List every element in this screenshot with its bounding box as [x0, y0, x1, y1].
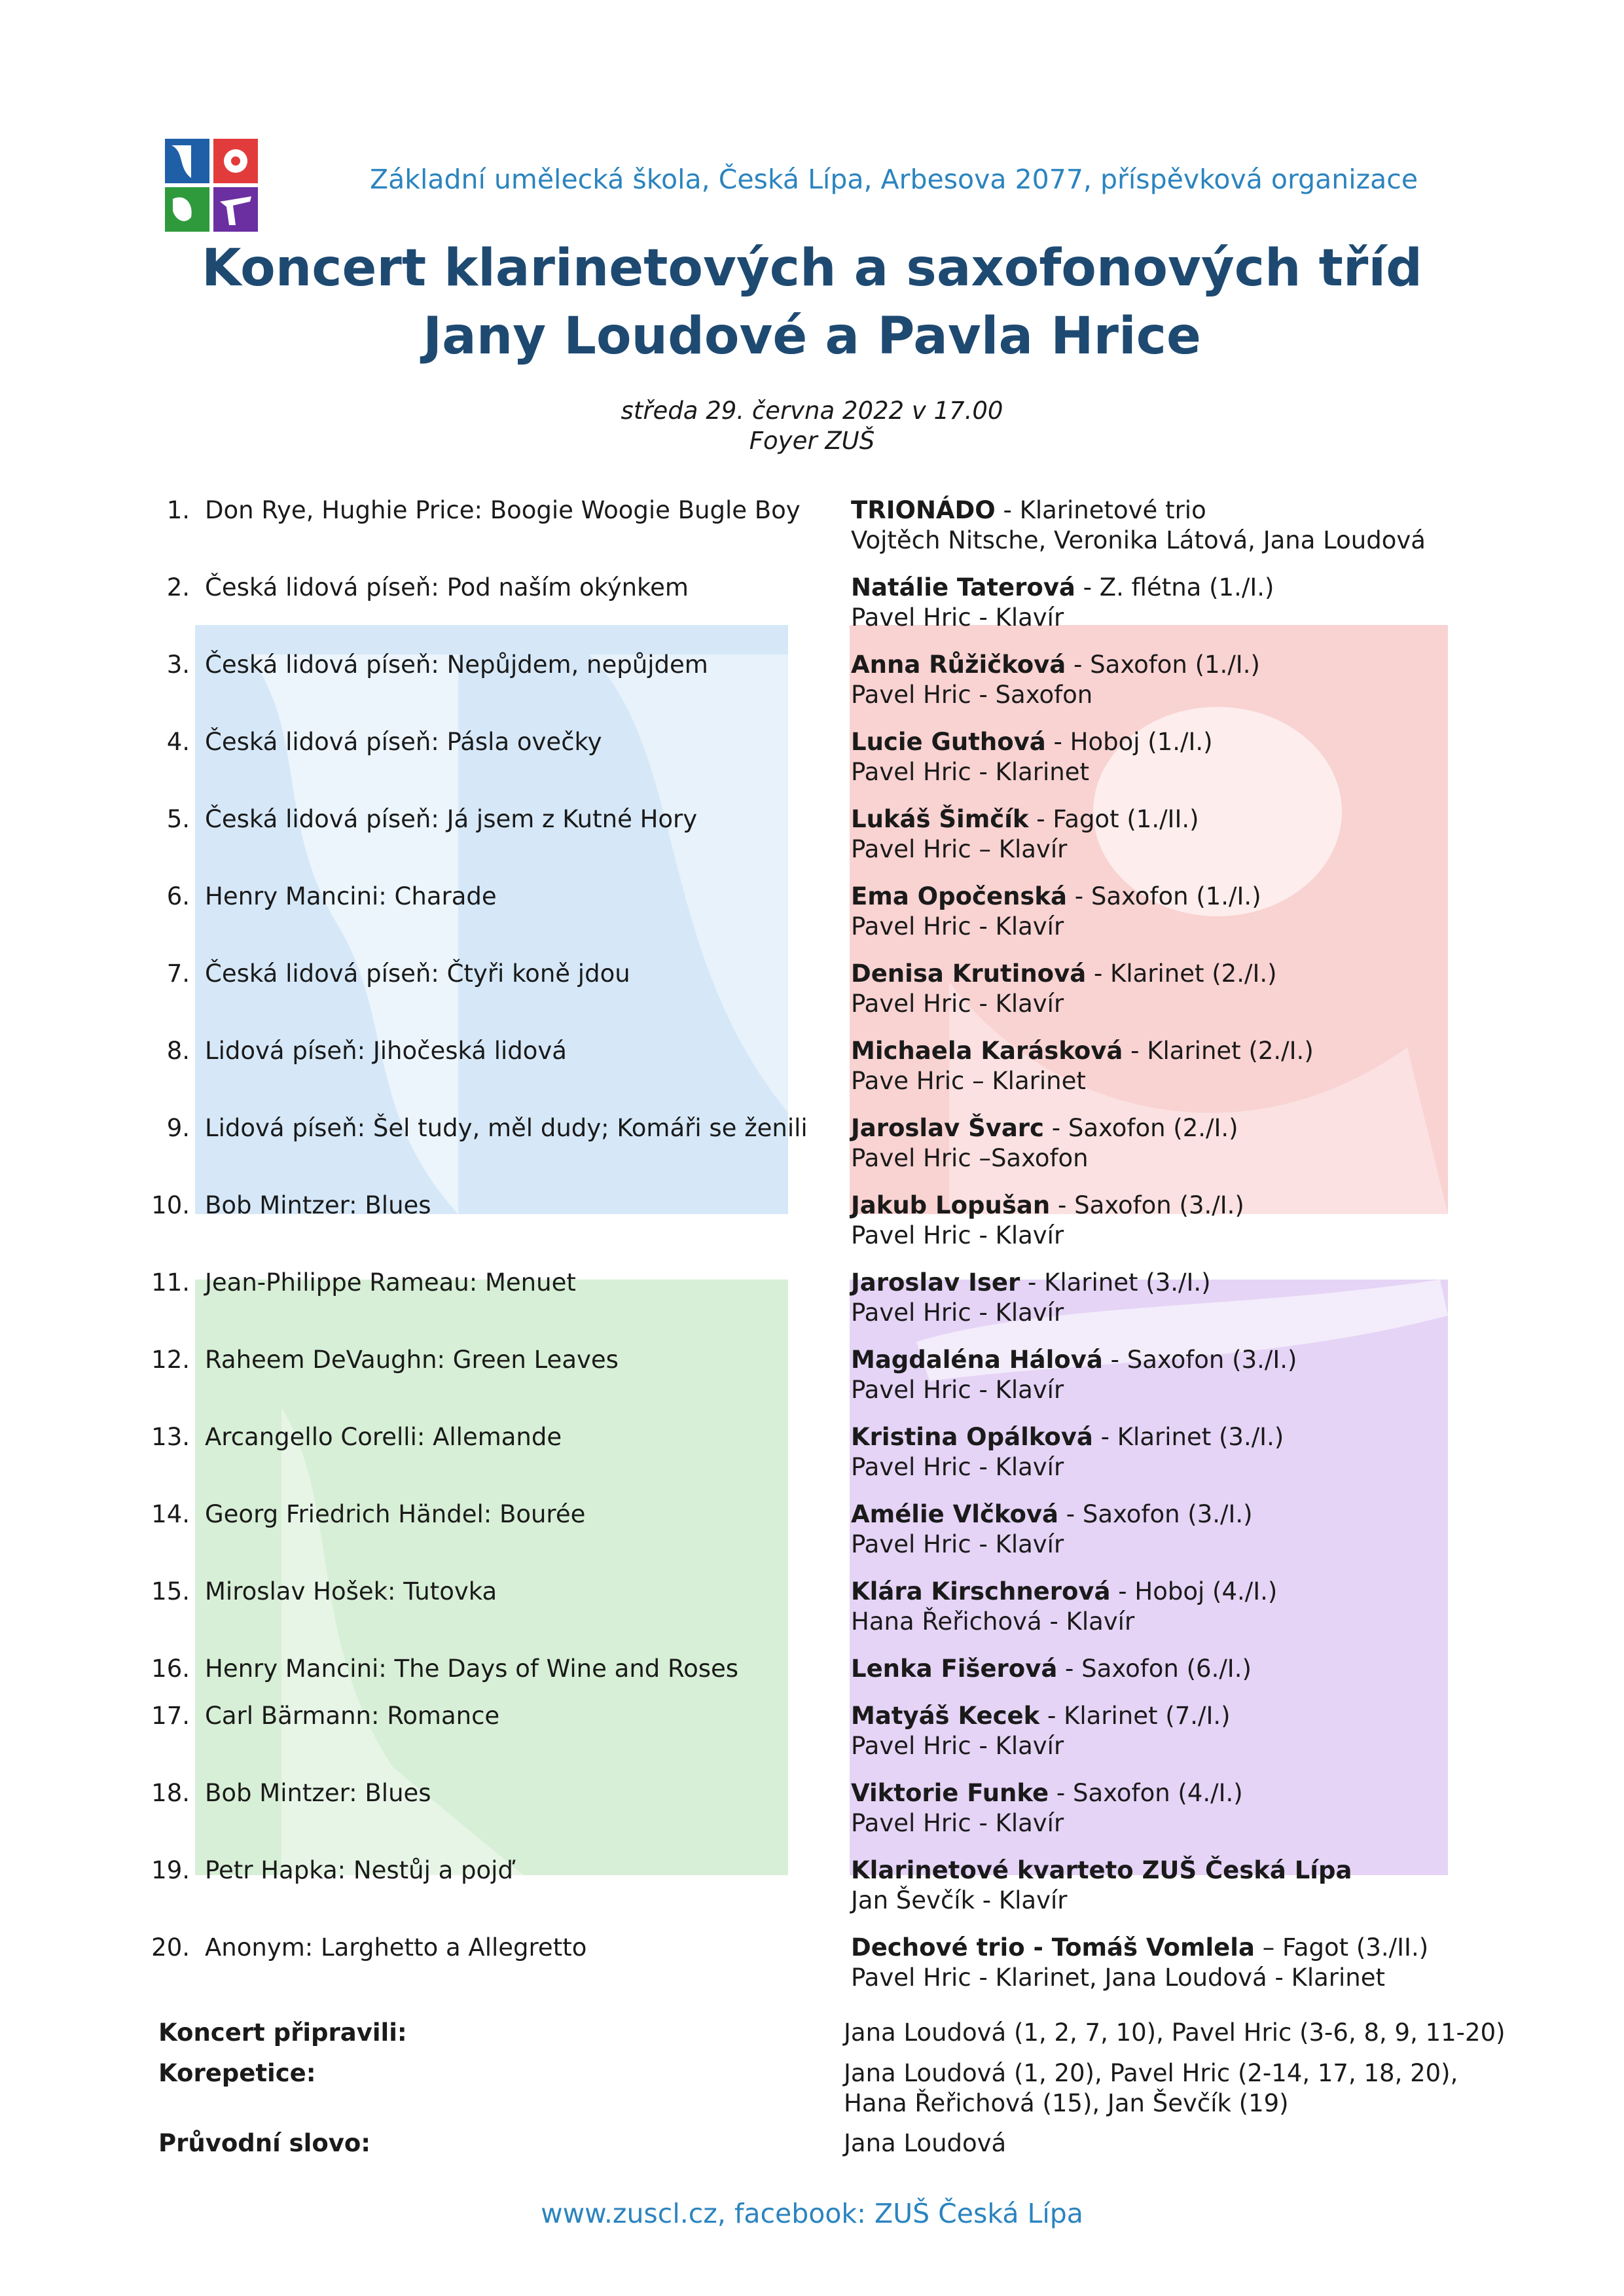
program-piece: Jean-Philippe Rameau: Menuet [205, 1268, 576, 1297]
accompanist-line: Pavel Hric - Klavír [851, 1453, 1064, 1481]
performer-name: Matyáš Kecek [851, 1702, 1040, 1730]
performer-name: Viktorie Funke [851, 1779, 1049, 1807]
performer-name: Lenka Fišerová [851, 1655, 1058, 1683]
performer-line [851, 804, 1199, 834]
program-number: 12. [151, 1346, 190, 1374]
performer-line [851, 727, 1213, 757]
program-number: 20. [151, 1933, 190, 1962]
performer-name: Klarinetové kvarteto ZUŠ Česká Lípa [851, 1856, 1352, 1884]
performer-instrument: - Saxofon (3./I.) [1058, 1500, 1253, 1528]
performer-line [851, 495, 1426, 526]
program-number: 14. [151, 1500, 190, 1528]
accompanist-line: Pavel Hric - Klavír [851, 1530, 1064, 1558]
performer-line [851, 1113, 1238, 1143]
program-performers [851, 804, 1199, 865]
performer-instrument: - Hoboj (4./I.) [1110, 1577, 1278, 1605]
program-piece: Bob Mintzer: Blues [205, 1779, 431, 1807]
website-link[interactable]: www.zuscl.cz, facebook: ZUŠ Česká Lípa [541, 2198, 1083, 2229]
performer-line [851, 1933, 1428, 1963]
program-performers [851, 1577, 1277, 1637]
program-performers [851, 959, 1277, 1019]
program-piece: Petr Hapka: Nestůj a pojď [205, 1856, 513, 1884]
accompanist-line: Pavel Hric - Klavír [851, 1732, 1064, 1760]
program-number: 13. [151, 1423, 190, 1451]
performer-instrument: - Saxofon (6./I.) [1057, 1655, 1252, 1683]
accompanist-line: Pavel Hric - Klavír [851, 912, 1064, 941]
accompanist-line: Pavel Hric – Klavír [851, 835, 1068, 863]
credit-label: Korepetice: [158, 2059, 316, 2087]
page-title-line1: Koncert klarinetových a saxofonových tříd [202, 239, 1422, 298]
performer-line [851, 882, 1261, 912]
program-piece: Česká lidová píseň: Pásla ovečky [205, 728, 602, 756]
program-number: 1. [166, 496, 190, 524]
performer-line [851, 1268, 1211, 1298]
program-piece: Miroslav Hošek: Tutovka [205, 1577, 497, 1605]
performer-instrument: - Klarinetové trio [995, 496, 1206, 524]
performer-name: Dechové trio - Tomáš Vomlela [851, 1933, 1255, 1962]
performer-name: Jaroslav Švarc [851, 1114, 1044, 1142]
performer-line [851, 1701, 1231, 1731]
program-performers [851, 1778, 1243, 1839]
program-performers [851, 727, 1213, 787]
performer-line [851, 1499, 1253, 1530]
credit-value: Hana Řeřichová (15), Jan Ševčík (19) [844, 2089, 1289, 2117]
credit-value: Jana Loudová (1, 2, 7, 10), Pavel Hric (3-6, 8, 9, 11-20) [844, 2018, 1506, 2047]
program-number: 2. [166, 573, 190, 601]
program-number: 10. [151, 1191, 190, 1219]
accompanist-line: Hana Řeřichová - Klavír [851, 1607, 1135, 1636]
program-piece: Bob Mintzer: Blues [205, 1191, 431, 1219]
program-number: 18. [151, 1779, 190, 1807]
program-number: 11. [151, 1268, 190, 1297]
accompanist-line: Pave Hric – Klarinet [851, 1067, 1086, 1095]
program-number: 5. [166, 805, 190, 833]
performer-line [851, 1345, 1297, 1375]
program-performers [851, 1701, 1231, 1761]
program-piece: Česká lidová píseň: Já jsem z Kutné Hory [205, 805, 698, 833]
accompanist-line: Pavel Hric - Klavír [851, 1376, 1064, 1404]
program-performers [851, 1856, 1352, 1916]
accompanist-line: Pavel Hric –Saxofon [851, 1144, 1089, 1172]
performer-instrument: – Fagot (3./II.) [1254, 1933, 1429, 1962]
program-performers [851, 1499, 1253, 1560]
performer-line [851, 650, 1260, 680]
performer-name: Jaroslav Iser [851, 1268, 1020, 1297]
performer-instrument: - Saxofon (1./I.) [1067, 882, 1261, 910]
program-piece: Anonym: Larghetto a Allegretto [205, 1933, 587, 1962]
performer-instrument: - Hoboj (1./I.) [1045, 728, 1213, 756]
program-number: 6. [166, 882, 190, 910]
performer-name: Klára Kirschnerová [851, 1577, 1111, 1605]
program-piece: Lidová píseň: Jihočeská lidová [205, 1037, 567, 1065]
performer-instrument: - Saxofon (1./I.) [1066, 651, 1260, 679]
concert-date: středa 29. června 2022 v 17.00 [621, 397, 1003, 425]
accompanist-line: Pavel Hric - Klavír [851, 1299, 1064, 1327]
program-performers [851, 1113, 1238, 1174]
accompanist-line: Pavel Hric - Klavír [851, 603, 1064, 632]
credit-value: Jana Loudová (1, 20), Pavel Hric (2-14, 17, 18, 20), [844, 2059, 1458, 2087]
performer-instrument: - Saxofon (2./I.) [1044, 1114, 1238, 1142]
program-piece: Lidová píseň: Šel tudy, měl dudy; Komáři se ženili [205, 1114, 808, 1142]
performer-line [851, 1191, 1244, 1221]
performer-name: Michaela Karásková [851, 1037, 1123, 1065]
accompanist-line: Pavel Hric - Klarinet, Jana Loudová - Klarinet [851, 1964, 1386, 1992]
program-piece: Don Rye, Hughie Price: Boogie Woogie Bugle Boy [205, 496, 801, 524]
accompanist-line: Jan Ševčík - Klavír [851, 1886, 1068, 1914]
performer-name: Magdaléna Hálová [851, 1346, 1103, 1374]
program-number: 8. [166, 1037, 190, 1065]
accompanist-line: Pavel Hric - Klavír [851, 1809, 1064, 1837]
credit-value: Jana Loudová [844, 2129, 1007, 2157]
program-number: 15. [151, 1577, 190, 1605]
performer-name: Anna Růžičková [851, 651, 1066, 679]
performer-line [851, 1577, 1277, 1607]
performer-name: Ema Opočenská [851, 882, 1068, 910]
performer-name: Denisa Krutinová [851, 960, 1087, 988]
performer-instrument: - Saxofon (3./I.) [1102, 1346, 1297, 1374]
accompanist-line: Vojtěch Nitsche, Veronika Látová, Jana Loudová [851, 526, 1426, 554]
performer-line [851, 1654, 1252, 1684]
program-number: 7. [166, 960, 190, 988]
performer-line [851, 1778, 1243, 1808]
performer-line [851, 573, 1274, 603]
performer-instrument: - Saxofon (3./I.) [1050, 1191, 1244, 1219]
program-piece: Henry Mancini: Charade [205, 882, 497, 910]
credit-label: Průvodní slovo: [158, 2129, 371, 2157]
program-performers [851, 1345, 1297, 1405]
performer-instrument: - Klarinet (3./I.) [1020, 1268, 1211, 1297]
program-piece: Česká lidová píseň: Čtyři koně jdou [205, 960, 630, 988]
accompanist-line: Pavel Hric - Klarinet [851, 758, 1089, 786]
program-number: 17. [151, 1702, 190, 1730]
performer-line [851, 959, 1277, 989]
program-performers [851, 1191, 1244, 1251]
program-performers [851, 1422, 1284, 1482]
program-number: 16. [151, 1655, 190, 1683]
performer-name: TRIONÁDO [851, 496, 996, 524]
performer-name: Amélie Vlčková [851, 1500, 1058, 1528]
page-title-line2: Jany Loudové a Pavla Hrice [423, 307, 1201, 366]
performer-name: Lukáš Šimčík [851, 805, 1029, 833]
program-piece: Georg Friedrich Händel: Bourée [205, 1500, 586, 1528]
performer-instrument: - Klarinet (2./I.) [1123, 1037, 1314, 1065]
performer-name: Natálie Taterová [851, 573, 1075, 601]
performer-line [851, 1422, 1284, 1452]
credit-label: Koncert připravili: [158, 2018, 407, 2047]
performer-instrument: - Z. flétna (1./I.) [1075, 573, 1274, 601]
performer-line [851, 1036, 1314, 1066]
program-piece: Raheem DeVaughn: Green Leaves [205, 1346, 619, 1374]
accompanist-line: Pavel Hric - Klavír [851, 990, 1064, 1018]
performer-instrument: - Saxofon (4./I.) [1049, 1779, 1243, 1807]
program-piece: Česká lidová píseň: Pod naším okýnkem [205, 573, 689, 601]
performer-name: Lucie Guthová [851, 728, 1046, 756]
program-number: 19. [151, 1856, 190, 1884]
program-performers [851, 1933, 1428, 1993]
performer-instrument: - Fagot (1./II.) [1028, 805, 1199, 833]
program-number: 4. [166, 728, 190, 756]
accompanist-line: Pavel Hric - Klavír [851, 1221, 1064, 1249]
program-performers [851, 1036, 1314, 1096]
program-piece: Henry Mancini: The Days of Wine and Roses [205, 1655, 739, 1683]
program-number: 9. [166, 1114, 190, 1142]
performer-name: Jakub Lopušan [851, 1191, 1051, 1219]
program-performers [851, 1268, 1211, 1328]
program-performers [851, 650, 1260, 710]
school-name: Základní umělecká škola, Česká Lípa, Arbesova 2077, příspěvková organizace [370, 164, 1418, 195]
program-performers [851, 1654, 1252, 1684]
performer-instrument: - Klarinet (3./I.) [1092, 1423, 1284, 1451]
program-piece: Carl Bärmann: Romance [205, 1702, 500, 1730]
accompanist-line: Pavel Hric - Saxofon [851, 681, 1093, 709]
program-performers [851, 495, 1426, 556]
program-number: 3. [166, 651, 190, 679]
performer-instrument: - Klarinet (2./I.) [1086, 960, 1277, 988]
program-performers [851, 882, 1261, 942]
performer-line [851, 1856, 1352, 1886]
performer-instrument: - Klarinet (7./I.) [1039, 1702, 1231, 1730]
program-piece: Arcangello Corelli: Allemande [205, 1423, 562, 1451]
zus-logo-icon [165, 139, 258, 232]
program-piece: Česká lidová píseň: Nepůjdem, nepůjdem [205, 651, 708, 679]
program-performers [851, 573, 1274, 633]
performer-name: Kristina Opálková [851, 1423, 1093, 1451]
concert-venue: Foyer ZUŠ [749, 427, 875, 455]
